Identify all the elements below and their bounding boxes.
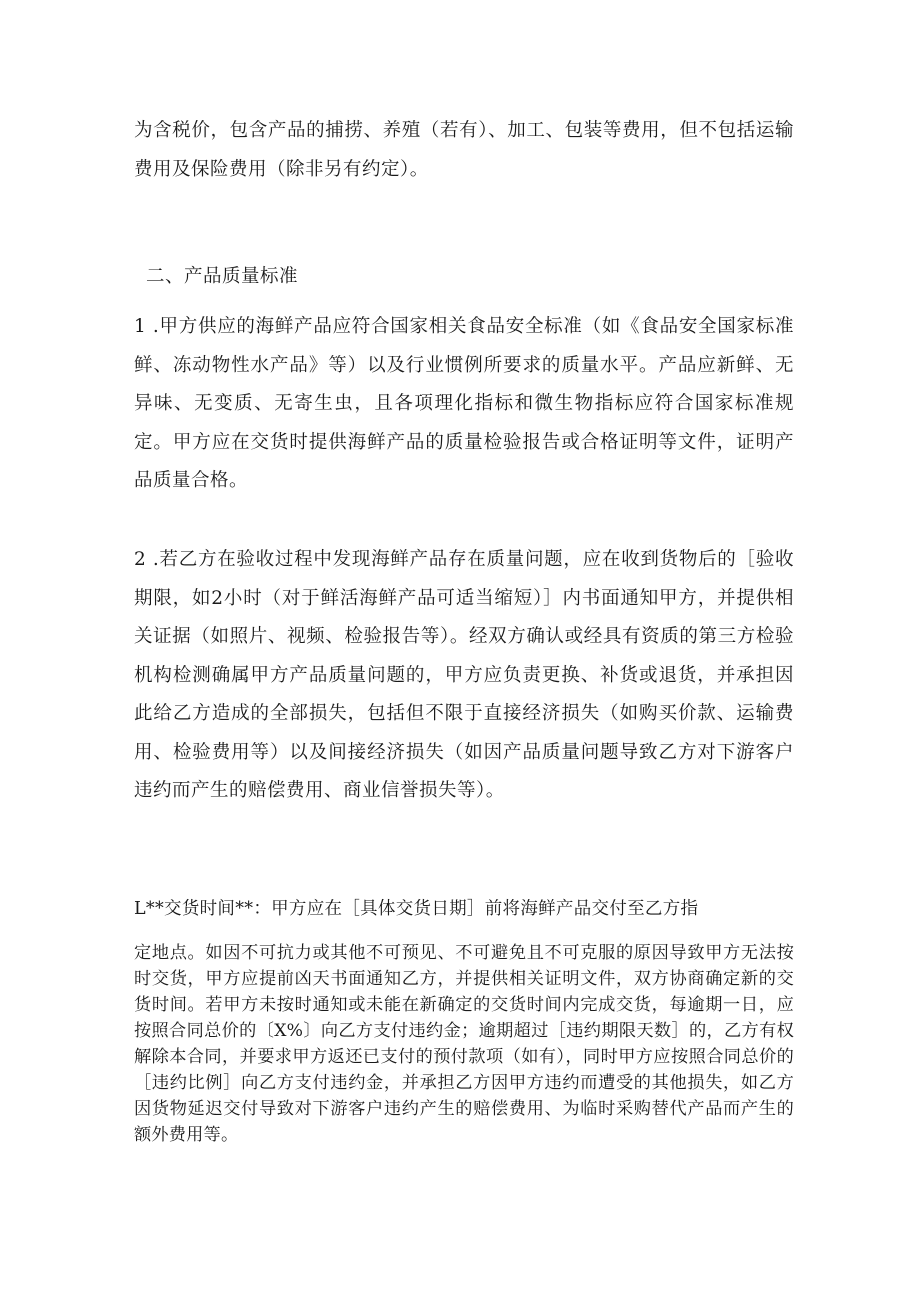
quality-item-1: 1 .甲方供应的海鲜产品应符合国家相关食品安全标准（如《食品安全国家标准鲜、冻动物性水产品》等）以及行业惯例所要求的质量水平。产品应新鲜、无异味、无变质、无寄生虫，且各项理化指标和微生物指标应符合国家标准规定。甲方应在交货时提供海鲜产品的质量检验报告或合格证明等文件，证明产品质量合格。 <box>134 316 794 491</box>
section-heading-quality: 二、产品质量标准 <box>146 266 299 287</box>
delivery-time-lead: L**交货时间**：甲方应在［具体交货日期］前将海鲜产品交付至乙方指 <box>134 899 699 919</box>
quality-item-2: 2 .若乙方在验收过程中发现海鲜产品存在质量问题，应在收到货物后的［验收期限，如2小时（对于鲜活海鲜产品可适当缩短）］内书面通知甲方，并提供相关证据（如照片、视频、检验报告等）。经双方确认或经具有资质的第三方检验机构检测确属甲方产品质量问题的，甲方应负责更换、补货或退货，并承担因此给乙方造成的全部损失，包括但不限于直接经济损失（如购买价款、运输费用、检验费用等）以及间接经济损失（如因产品质量问题导致乙方对下游客户违约而产生的赔偿费用、商业信誉损失等）。 <box>134 549 794 801</box>
intro-paragraph: 为含税价，包含产品的捕捞、养殖（若有）、加工、包装等费用，但不包括运输费用及保险费用（除非另有约定）。 <box>134 120 794 180</box>
delivery-time-body: 定地点。如因不可抗力或其他不可预见、不可避免且不可克服的原因导致甲方无法按时交货，甲方应提前凶天书面通知乙方，并提供相关证明文件，双方协商确定新的交货时间。若甲方未按时通知或未能在新确定的交货时间内完成交货，每逾期一日，应按照合同总价的〔X%〕向乙方支付违约金；逾期超过［违约期限天数］的，乙方有权解除本合同，并要求甲方返还已支付的预付款项（如有），同时甲方应按照合同总价的［违约比例］向乙方支付违约金，并承担乙方因甲方违约而遭受的其他损失，如乙方因货物延迟交付导致对下游客户违约产生的赔偿费用、为临时采购替代产品而产生的额外费用等。 <box>134 943 794 1145</box>
